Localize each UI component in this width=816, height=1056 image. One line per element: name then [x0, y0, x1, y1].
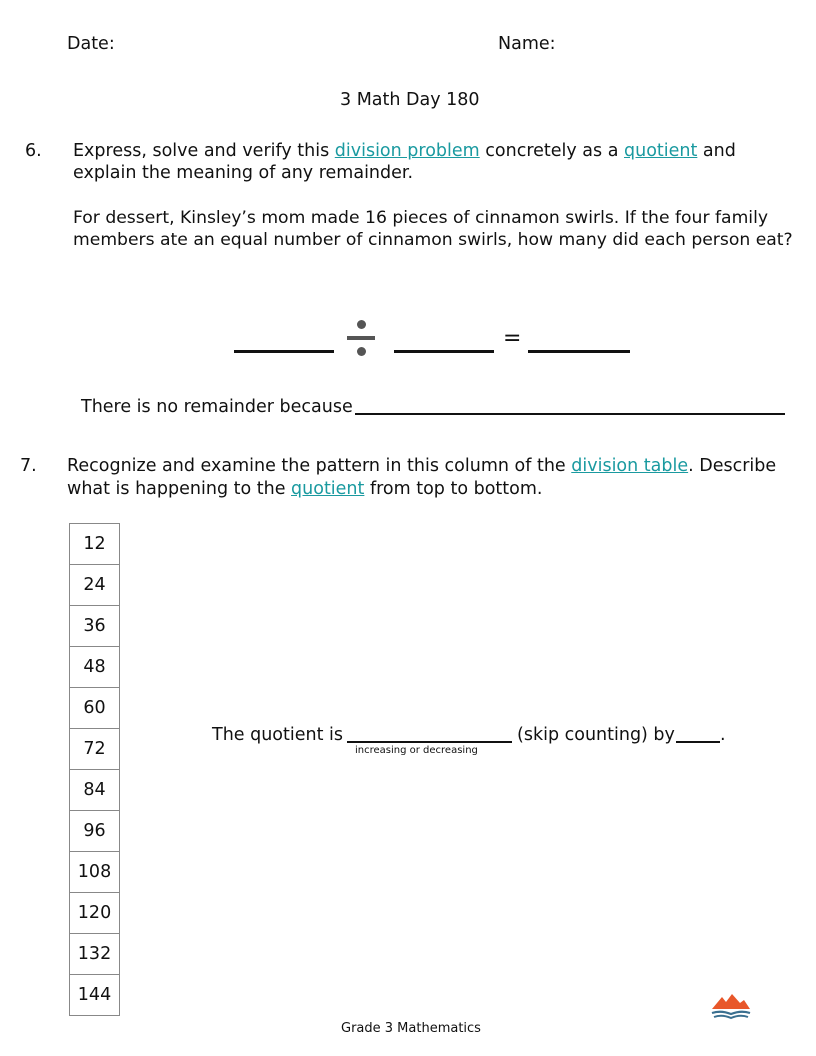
- mountain-book-logo-icon: [710, 992, 752, 1020]
- table-row: [70, 606, 120, 647]
- table-row: [70, 893, 120, 934]
- dividend-blank[interactable]: [234, 350, 334, 353]
- table-cell: 12: [70, 524, 120, 565]
- increasing-decreasing-blank[interactable]: [347, 741, 512, 743]
- table-row: [70, 975, 120, 1016]
- division-problem-link[interactable]: division problem: [334, 141, 480, 161]
- q7-line2-pre: what is happening to the: [67, 479, 292, 499]
- table-row: [70, 647, 120, 688]
- table-row: [70, 770, 120, 811]
- q7-line1: [67, 455, 776, 477]
- table-row: [70, 811, 120, 852]
- divisor-blank[interactable]: [394, 350, 494, 353]
- table-cell: 48: [70, 647, 120, 688]
- quotient-sentence-pre: The quotient is: [212, 725, 344, 745]
- table-cell: 84: [70, 770, 120, 811]
- table-row: [70, 852, 120, 893]
- q6-line1-pre: Express, solve and verify this: [73, 141, 335, 161]
- increasing-decreasing-hint: increasing or decreasing: [355, 745, 478, 756]
- quotient-link[interactable]: quotient: [624, 141, 698, 161]
- q6-line2: explain the meaning of any remainder.: [73, 163, 414, 183]
- table-cell: 132: [70, 934, 120, 975]
- table-cell: 144: [70, 975, 120, 1016]
- q6-line1: [73, 140, 736, 162]
- q7-line1-pre: Recognize and examine the pattern in this column of the: [67, 456, 572, 476]
- q6-story-line1: For dessert, Kinsley’s mom made 16 pieces of cinnamon swirls. If the four family: [73, 208, 769, 228]
- table-cell: 36: [70, 606, 120, 647]
- q7-number: 7.: [20, 456, 37, 476]
- q6-story-line2: members ate an equal number of cinnamon swirls, how many did each person eat?: [73, 230, 793, 250]
- quotient-sentence-end: .: [720, 725, 726, 745]
- q6-number: 6.: [25, 141, 42, 161]
- table-cell: 108: [70, 852, 120, 893]
- remainder-answer-line[interactable]: [355, 413, 785, 415]
- q6-line1-post: and: [697, 141, 736, 161]
- table-row: [70, 934, 120, 975]
- q7-line1-post: . Describe: [688, 456, 777, 476]
- table-row: [70, 524, 120, 565]
- q6-line1-mid: concretely as a: [479, 141, 624, 161]
- table-row: [70, 729, 120, 770]
- q7-line2: [67, 478, 542, 500]
- q7-line2-post: from top to bottom.: [364, 479, 543, 499]
- footer-text: Grade 3 Mathematics: [341, 1021, 481, 1036]
- name-label: Name:: [498, 34, 556, 54]
- division-table-link[interactable]: division table: [571, 456, 689, 476]
- table-cell: 72: [70, 729, 120, 770]
- quotient-sentence-mid: (skip counting) by: [517, 725, 675, 745]
- table-cell: 96: [70, 811, 120, 852]
- table-row: [70, 565, 120, 606]
- quotient-link-2[interactable]: quotient: [291, 479, 365, 499]
- quotient-blank[interactable]: [528, 350, 630, 353]
- page-title: 3 Math Day 180: [340, 90, 480, 110]
- division-sign-icon: [347, 320, 375, 356]
- division-table-column: [69, 523, 120, 1016]
- table-cell: 24: [70, 565, 120, 606]
- table-cell: 60: [70, 688, 120, 729]
- date-label: Date:: [67, 34, 115, 54]
- skip-count-blank[interactable]: [676, 741, 720, 743]
- table-cell: 120: [70, 893, 120, 934]
- remainder-text: There is no remainder because: [81, 397, 353, 417]
- equals-sign: =: [503, 326, 522, 351]
- table-row: [70, 688, 120, 729]
